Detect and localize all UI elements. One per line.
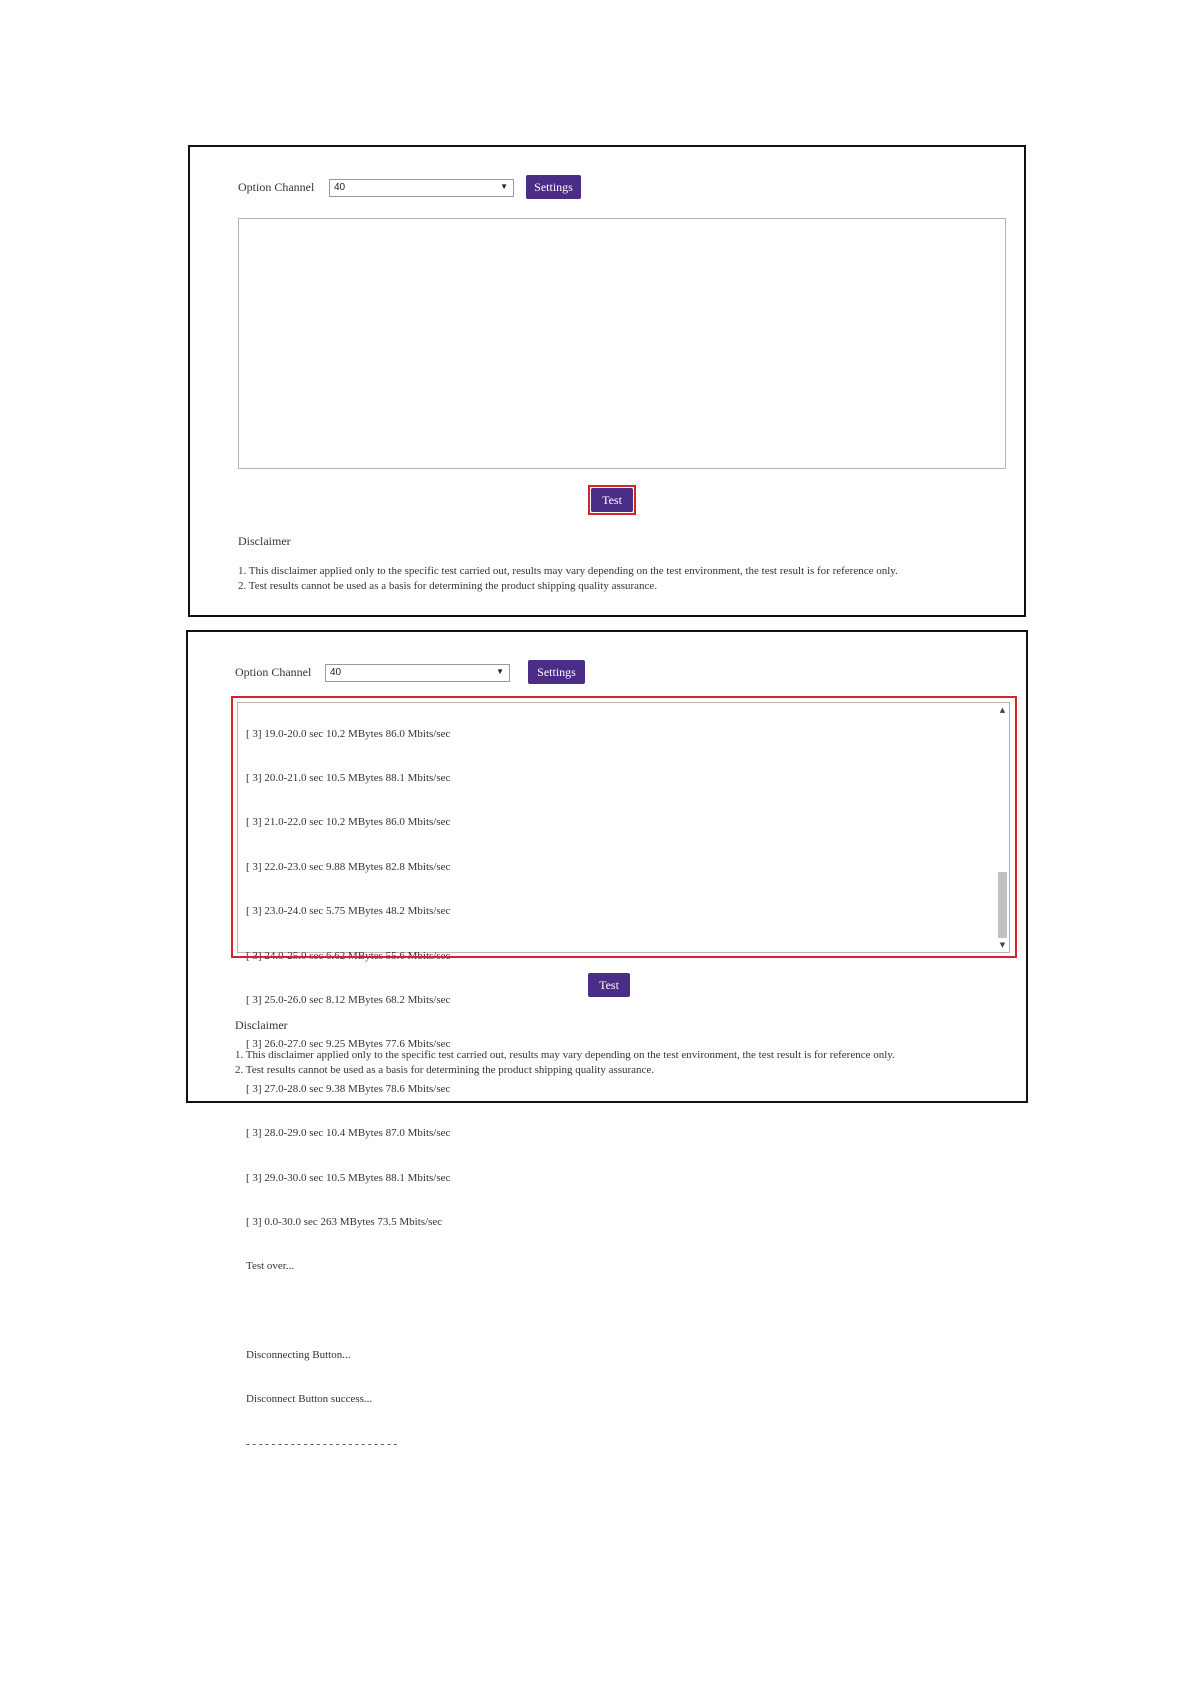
log-line: [ 3] 0.0-30.0 sec 263 MBytes 73.5 Mbits/sec xyxy=(246,1215,443,1228)
option-channel-label: Option Channel xyxy=(235,665,312,679)
log-line: [ 3] 25.0-26.0 sec 8.12 MBytes 68.2 Mbits/sec xyxy=(246,993,451,1006)
settings-button[interactable]: Settings xyxy=(526,175,581,199)
disclaimer-title: Disclaimer xyxy=(238,534,291,548)
log-line: [ 3] 28.0-29.0 sec 10.4 MBytes 87.0 Mbits/sec xyxy=(246,1127,451,1140)
log-lines xyxy=(246,697,450,1481)
log-scrollbar[interactable] xyxy=(997,704,1008,951)
channel-select[interactable] xyxy=(329,179,514,197)
disclaimer-line: 2. Test results cannot be used as a basis for determining the product shipping quality assurance. xyxy=(238,580,658,592)
test-panel-after xyxy=(186,630,1028,1450)
test-panel-before xyxy=(188,145,1026,617)
chevron-down-icon: ▼ xyxy=(496,667,504,676)
log-line: [ 3] 21.0-22.0 sec 10.2 MBytes 86.0 Mbits/sec xyxy=(246,816,451,829)
settings-button[interactable]: Settings xyxy=(528,660,585,684)
channel-select[interactable] xyxy=(325,664,510,682)
disclaimer-line: 1. This disclaimer applied only to the specific test carried out, results may vary depending on the test environment, the test result is for reference only. xyxy=(238,565,898,577)
log-line: [ 3] 23.0-24.0 sec 5.75 MBytes 48.2 Mbits/sec xyxy=(246,905,451,918)
channel-select-value: 40 xyxy=(334,182,346,193)
log-output-textarea[interactable] xyxy=(238,218,1006,469)
test-button[interactable]: Test xyxy=(588,973,630,997)
log-line: [ 3] 29.0-30.0 sec 10.5 MBytes 88.1 Mbits/sec xyxy=(246,1171,451,1184)
scroll-up-icon[interactable]: ▲ xyxy=(999,706,1006,714)
log-line: [ 3] 26.0-27.0 sec 9.25 MBytes 77.6 Mbits/sec xyxy=(246,1038,451,1051)
log-line: - - - - - - - - - - - - - - - - - - - - - - - - xyxy=(246,1437,398,1450)
log-line: Disconnect Button success... xyxy=(246,1393,373,1406)
scroll-thumb[interactable] xyxy=(998,872,1007,938)
scroll-down-icon[interactable]: ▼ xyxy=(999,941,1006,949)
option-channel-label: Option Channel xyxy=(238,180,315,194)
log-line: [ 3] 27.0-28.0 sec 9.38 MBytes 78.6 Mbits/sec xyxy=(246,1082,451,1095)
disclaimer-line: 1. This disclaimer applied only to the specific test carried out, results may vary depending on the test environment, the test result is for reference only. xyxy=(235,1049,895,1061)
log-line: [ 3] 22.0-23.0 sec 9.88 MBytes 82.8 Mbits/sec xyxy=(246,860,451,873)
chevron-down-icon: ▼ xyxy=(500,182,508,191)
channel-select-value: 40 xyxy=(330,667,342,678)
log-line: [ 3] 24.0-25.0 sec 6.62 MBytes 55.6 Mbits/sec xyxy=(246,949,451,962)
disclaimer-title: Disclaimer xyxy=(235,1018,288,1032)
log-line xyxy=(246,1304,450,1319)
disclaimer-line: 2. Test results cannot be used as a basis for determining the product shipping quality assurance. xyxy=(235,1064,655,1076)
log-line: [ 3] 19.0-20.0 sec 10.2 MBytes 86.0 Mbits/sec xyxy=(246,727,451,740)
log-line: Disconnecting Button... xyxy=(246,1349,351,1362)
test-button[interactable]: Test xyxy=(591,488,633,512)
log-line: Test over... xyxy=(246,1260,295,1273)
log-line: [ 3] 20.0-21.0 sec 10.5 MBytes 88.1 Mbits/sec xyxy=(246,771,451,784)
